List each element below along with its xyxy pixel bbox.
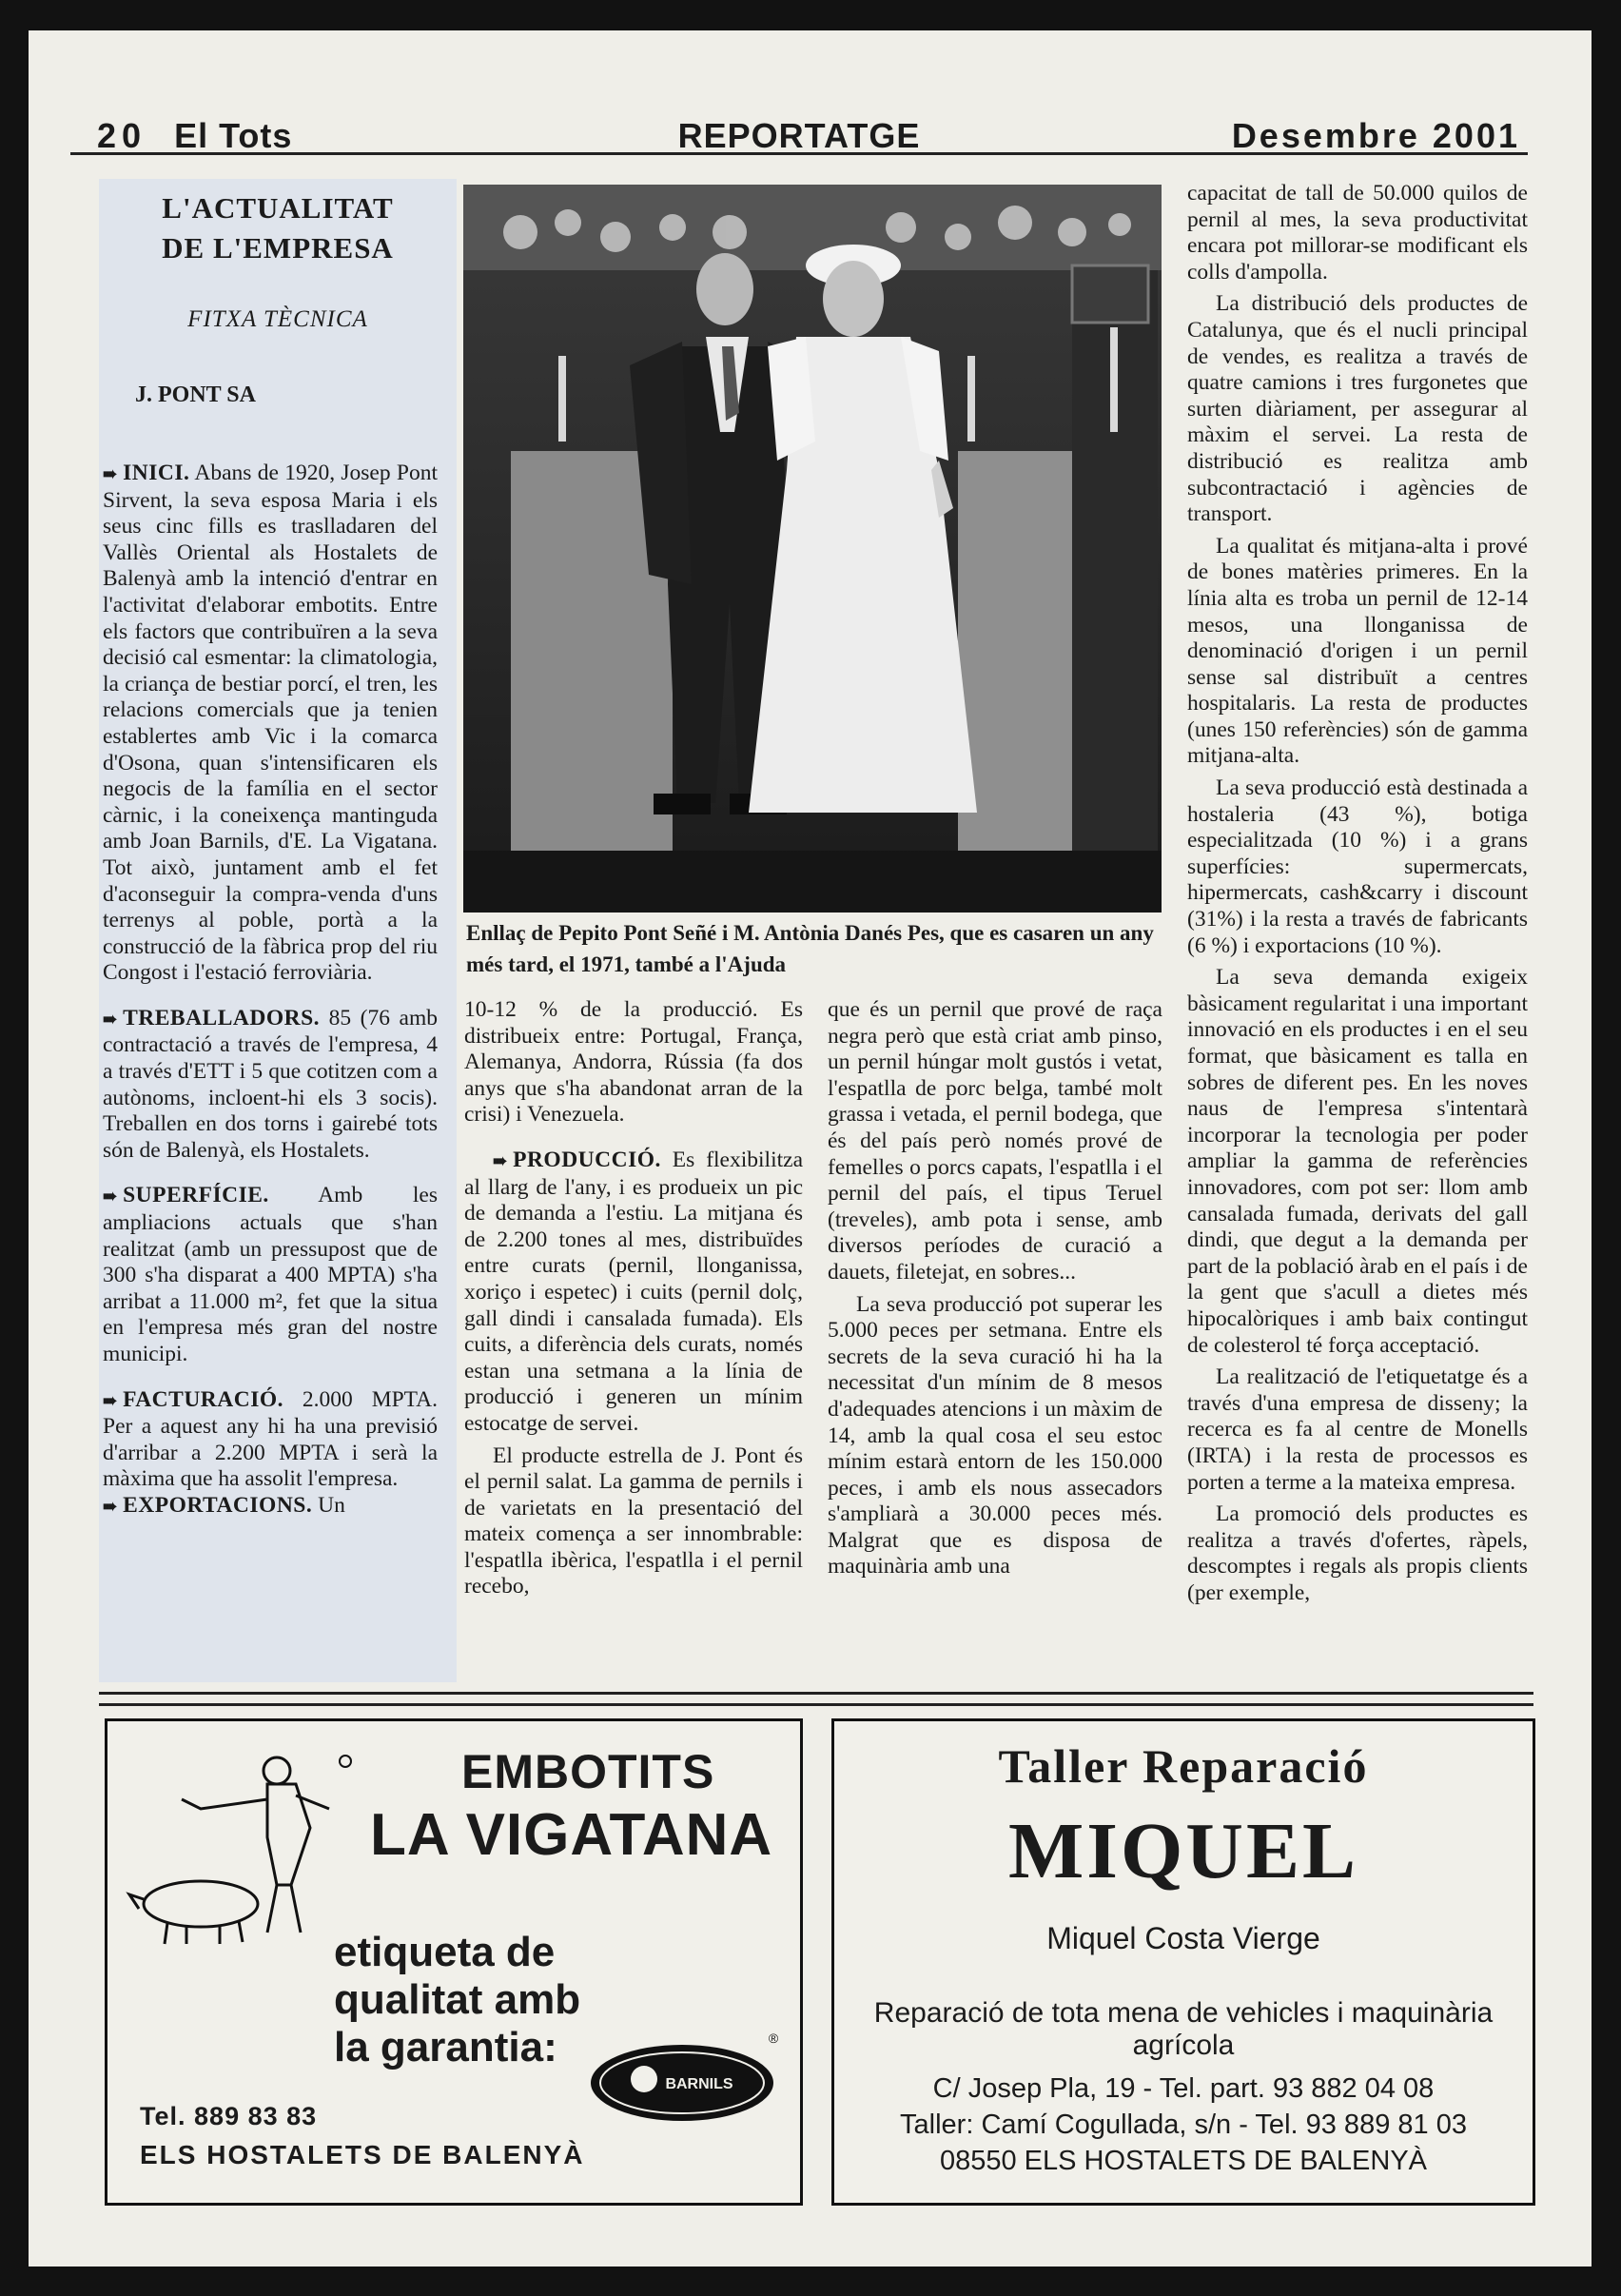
paragraph: La distribució dels productes de Catalunya, que és el nucli principal de vendes, es realitza a través de quatre camions i tres furgonetes que surten diàriament, per assegurar al màxim el servei. La resta de distribució es realitza amb subcontractació i agències de transport.: [1187, 291, 1528, 527]
page-number: 20: [97, 116, 147, 155]
ad-telephone: Tel. 889 83 83: [140, 2102, 318, 2130]
farmer-with-pig-logo-icon: [125, 1742, 353, 1952]
paragraph: 10-12 % de la producció. Es distribueix entre: Portugal, França, Alemanya, Andorra, Rússia (fa dos anys que s'ha abandonat arran de la crisi) i Venezuela.: [464, 997, 803, 1128]
fact-block: ➠ FACTURACIÓ. 2.000 MPTA. Per a aquest any hi ha una previsió d'arribar a 2.200 MPTA i serà la màxima que ha assolit l'empresa.: [103, 1386, 438, 1492]
photo-caption: Enllaç de Pepito Pont Señé i M. Antònia Danés Pes, que es casaren un any més tard, el 1971, també a l'Ajuda: [466, 921, 1154, 976]
section-divider: [99, 1692, 1533, 1706]
paragraph: ➠ PRODUCCIÓ. Es flexibilitza al llarg de l'any, i es produeix un pic de demanda a l'estiu. La mitjana és de 2.200 tones al mes, distribuïdes entre curats (pernil, llonganissa, xoriço i espetec) i cuits (pernil dolç, gall dindi i cansalada fumada). Els cuits, a diferència dels curats, només estan una setmana a la línia de producció i generen un mínim estocatge de servei.: [464, 1147, 803, 1436]
paragraph: El producte estrella de J. Pont és el pernil salat. La gamma de pernils i de varietats en la presentació del mateix comença a ser innombrable: l'espatlla ibèrica, l'espatlla i el pernil recebo,: [464, 1442, 803, 1599]
paragraph: La seva demanda exigeix bàsicament regularitat i una important innovació en els productes i en el seu format, que bàsicament es talla en sobres de diferent pes. En les noves naus de l'empresa s'intentarà incorporar la tecnologia per poder ampliar la gamma de referències innovadores, com pot ser: llom amb cansalada fumada, derivats del gall dindi, que degut a la demanda per part de la població àrab en el país i de la gent que s'acull a dietes més hipocalòriques i amb baix contingut de colesterol té força acceptació.: [1187, 965, 1528, 1358]
issue-date: Desembre 2001: [1231, 116, 1520, 155]
oval-logo-text: BARNILS: [665, 2076, 733, 2092]
arrow-icon: ➠: [493, 1150, 508, 1170]
publication-name: El Tots: [174, 116, 293, 155]
wedding-photo: [463, 185, 1162, 913]
sidebar-title: L'ACTUALITAT DE L'EMPRESA: [162, 191, 394, 265]
ad-taller-name: MIQUEL: [1007, 1807, 1359, 1895]
ad-town: ELS HOSTALETS DE BALENYÀ: [140, 2140, 585, 2169]
ad-taller-address-3: 08550 ELS HOSTALETS DE BALENYÀ: [939, 2146, 1428, 2176]
ad-taller-address-1: C/ Josep Pla, 19 - Tel. part. 93 882 04 08: [932, 2073, 1435, 2104]
ad-slogan: etiqueta de qualitat amb la garantia:: [334, 1929, 581, 2070]
arrow-icon: ➠: [103, 464, 118, 483]
paragraph: que és un pernil que prové de raça negra però que està criat amb pinso, un pernil húngar molt gustós i vetat, l'espatlla de porc belga, també molt grassa i vetada, el pernil bodega, que és del país però només prové de femelles o porcs capats, l'espatlla i el pernil del país, el tipus Teruel (treveles), amb pota i sense, amb diversos períodes de curació a dauets, filetejat, en sobres...: [828, 997, 1162, 1285]
sidebar-subtitle: FITXA TÈCNICA: [187, 306, 368, 332]
page-header: [70, 84, 1528, 155]
fact-sheet-sidebar: [99, 179, 457, 1682]
ad-taller-address-2: Taller: Camí Cogullada, s/n - Tel. 93 889 81 03: [900, 2110, 1467, 2140]
paragraph: La seva producció pot superar les 5.000 peces per setmana. Entre els secrets de la seva curació hi ha la necessitat d'un mínim de 8 mesos d'adequades atencions i un màxim de 14, amb la qual cosa el seu estoc mínim estarà entorn de les 150.000 peces, i amb els nous assecadors s'ampliarà a 30.000 peces més. Malgrat que es disposa de maquinària amb una: [828, 1291, 1162, 1580]
article-column-3: [1187, 181, 1528, 1612]
ad-embotits-la-vigatana: [105, 1718, 803, 2206]
article-column-1: [464, 997, 803, 1606]
wedding-photo-illustration: [463, 185, 1162, 913]
ad-brand-line-2: LA VIGATANA: [370, 1802, 773, 1868]
ad-taller-miquel: [831, 1718, 1535, 2206]
fact-block: ➠ TREBALLADORS. 85 (76 amb contractació a través de l'empresa, 4 a través d'ETT i 5 que cotitzen com a autònoms, incloent-hi els 3 socis). Treballen en dos torns i gairebé tots són de Balenyà, els Hostalets.: [103, 1005, 438, 1163]
fact-sheet-blocks: [103, 461, 438, 1540]
paragraph: La seva producció està destinada a hostaleria (43 %), botiga especialitzada (10 %) i a grans superfícies: supermercats, hipermercats, cash&carry i discount (31%) i la resta a través de fabricants (6 %) i exportacions (10 %).: [1187, 775, 1528, 958]
ad-taller-title: Taller Reparació: [998, 1739, 1369, 1793]
fact-block: ➠ SUPERFÍCIE. Amb les ampliacions actuals que s'han realitzat (amb un pressupost que de 300 s'ha disparat a 400 MPTA) s'ha arribat a 11.000 m², fet que la situa en l'empresa més gran del nostre municipi.: [103, 1183, 438, 1366]
registered-mark: ®: [768, 2031, 779, 2046]
paragraph: La qualitat és mitjana-alta i prové de bones matèries primeres. En la línia alta es troba un pernil de 12-14 mesos, una llonganissa de denominació d'origen i un pernil sense sal distribuït a centres hospitalaris. La resta de productes (unes 150 referències) són de gamma mitjana-alta.: [1187, 533, 1528, 769]
paragraph: capacitat de tall de 50.000 quilos de pernil al mes, la seva productivitat encara pot millorar-se modificant els colls d'ampolla.: [1187, 181, 1528, 285]
ad-taller-service: Reparació de tota mena de vehicles i maquinària agrícola: [873, 1997, 1494, 2061]
arrow-icon: ➠: [103, 1390, 118, 1410]
ad-brand-line-1: EMBOTITS: [461, 1745, 715, 1798]
company-name: J. PONT SA: [135, 383, 256, 407]
ad-taller-owner: Miquel Costa Vierge: [1046, 1921, 1320, 1955]
arrow-icon: ➠: [103, 1496, 118, 1516]
section-title: REPORTATGE: [677, 116, 921, 155]
paragraph: La realització de l'etiquetatge és a través d'una empresa de disseny; la recerca es fa al centre de Monells (IRTA) i la resta de processos es porten a terme a la mateixa empresa.: [1187, 1364, 1528, 1495]
arrow-icon: ➠: [103, 1187, 118, 1207]
arrow-icon: ➠: [103, 1009, 118, 1029]
fact-block: ➠ EXPORTACIONS. Un: [103, 1492, 345, 1518]
barnils-oval-logo: [587, 2024, 787, 2129]
paragraph: La promoció dels productes es realitza a través d'ofertes, ràpels, descomptes i regals als propis clients (per exemple,: [1187, 1501, 1528, 1605]
fact-block: ➠ INICI. Abans de 1920, Josep Pont Sirvent, la seva esposa Maria i els seus cinc fills es traslladaren del Vallès Oriental als Hostalets de Balenyà amb la intenció d'entrar en l'activitat d'elaborar embotits. Entre els factors que contribuïren a la seva decisió cal esmentar: la climatologia, la criança de bestiar porcí, el tren, les relacions comercials que ja tenien establertes amb Vic i la comarca d'Osona, quan s'intensificaren els negocis de la família en el sector càrnic, i la coneixença mantinguda amb Joan Barnils, d'E. La Vigatana. Tot això, juntament amb el fet d'aconseguir la compra-venda d'uns terrenys al poble, portà a la construcció de la fàbrica prop del riu Congost i l'estació ferroviària.: [103, 461, 438, 986]
article-column-2: [828, 997, 1162, 1586]
